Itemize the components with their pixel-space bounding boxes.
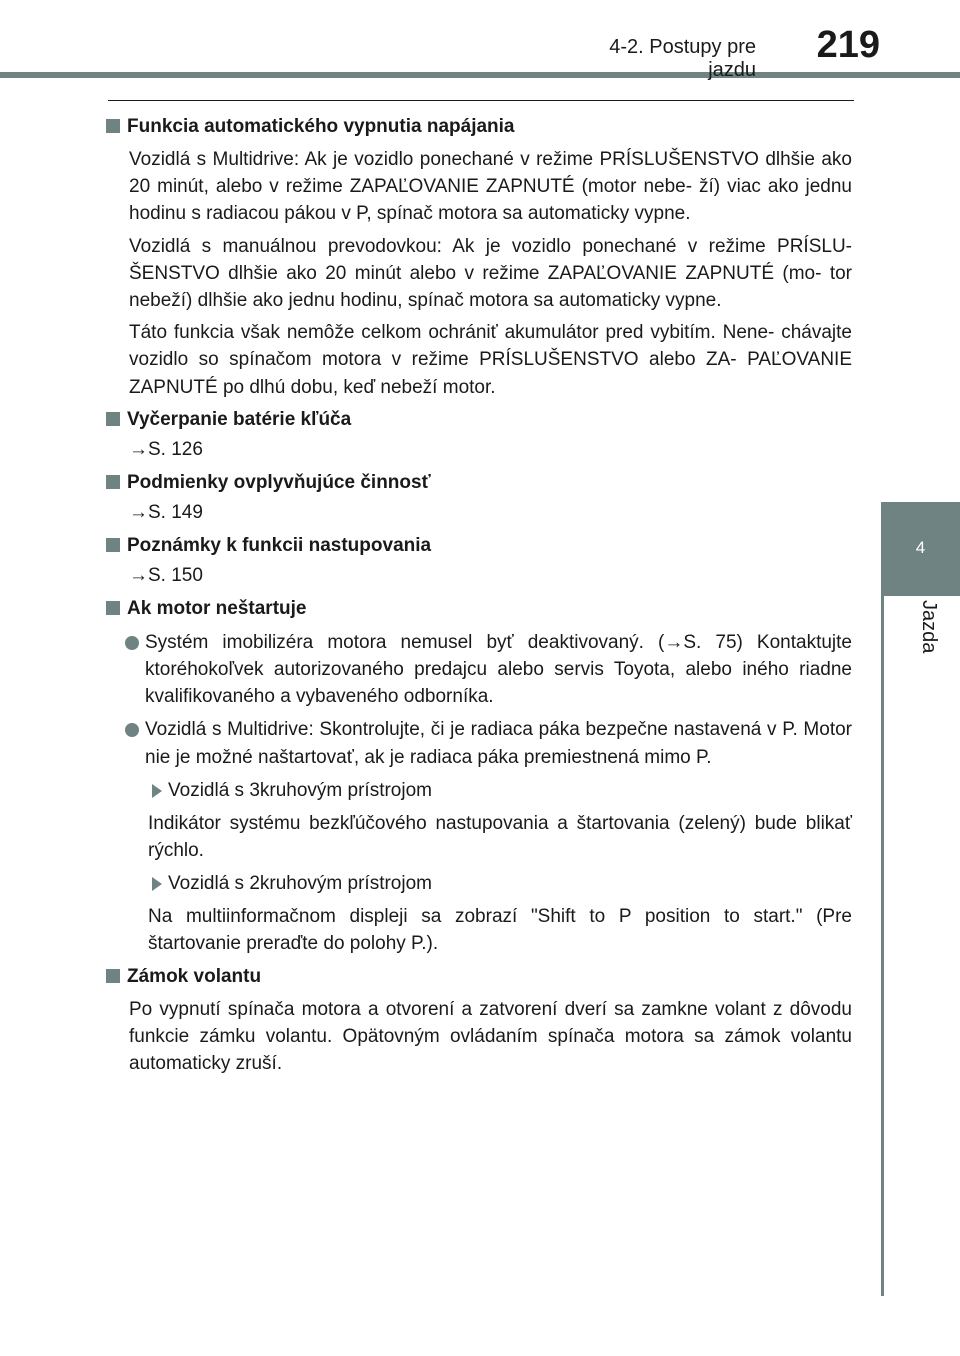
paragraph: Vozidlá s Multidrive: Ak je vozidlo ponechané v režime PRÍSLUŠENSTVO dlhšie ako 20 minút, alebo v režime ZAPAĽOVANIE ZAPNUTÉ (motor nebe- ží) viac ako jednu hodinu s radiacou pákou v P, spínač motora sa automaticky vypne. [129, 149, 852, 225]
page-reference-link[interactable]: →S. 149 [129, 501, 203, 523]
square-bullet-icon [106, 538, 120, 552]
content-rule [108, 100, 854, 101]
heading-text: Funkcia automatického vypnutia napájania [127, 116, 515, 137]
bullet-text: Vozidlá s Multidrive: Skontrolujte, či je radiaca páka bezpečne nastavená v P. Motor nie je možné naštartovať, ak je radiaca páka premiestnená mimo P. [145, 719, 852, 768]
heading-text: Podmienky ovplyvňujúce činnosť [127, 471, 431, 493]
square-bullet-icon [106, 475, 120, 489]
paragraph: Vozidlá s manuálnou prevodovkou: Ak je vozidlo ponechané v režime PRÍSLU- ŠENSTVO dlhšie ako 20 minút alebo v režime ZAPAĽOVANIE ZAPNUTÉ (mo- tor nebeží) dlhšie ako jednu hodinu, spínač motora sa automaticky vypne. [129, 235, 852, 312]
square-bullet-icon [106, 601, 120, 615]
section-label: 4-2. Postupy pre jazdu [609, 36, 756, 81]
section-heading [106, 532, 852, 560]
chapter-number: 4 [915, 538, 926, 557]
paragraph: Táto funkcia však nemôže celkom ochrániť akumulátor pred vybitím. Nene- chávajte vozidlo so spínačom motora v režime PRÍSLUŠENSTVO alebo ZA- PAĽOVANIE ZAPNUTÉ po dlhú dobu, keď nebeží motor. [129, 322, 852, 398]
circle-bullet-icon [125, 636, 139, 650]
sub-item-text: Na multiinformačnom displeji sa zobrazí "Shift to P position to start." (Pre štartovanie preraďte do polohy P.). [148, 906, 852, 955]
section-heading [106, 963, 852, 991]
sub-item-heading [148, 777, 852, 805]
section-heading [106, 406, 852, 434]
bullet-text: Systém imobilizéra motora nemusel byť deaktivovaný. (→S. 75) Kontaktujte ktoréhokoľvek autorizovaného predajcu alebo servis Toyota, alebo iného riadne kvalifikovaného a vybaveného odborníka. [145, 631, 852, 708]
section-heading [106, 469, 852, 497]
header-rule [0, 72, 960, 78]
square-bullet-icon [106, 119, 120, 133]
sub-item-text: Indikátor systému bezkľúčového nastupovania a štartovania (zelený) bude blikať rýchlo. [148, 812, 852, 862]
chapter-title: Jazda [918, 600, 940, 654]
sub-item-label: Vozidlá s 3kruhovým prístrojom [168, 779, 432, 801]
section-heading [106, 595, 852, 623]
heading-text: Vyčerpanie batérie kľúča [127, 408, 352, 430]
page-number: 219 [816, 24, 880, 66]
chapter-tab[interactable] [881, 502, 960, 596]
page-content [106, 108, 852, 1077]
square-bullet-icon [106, 412, 120, 426]
chapter-band [881, 596, 960, 1296]
heading-text: Zámok volantu [127, 965, 262, 987]
triangle-bullet-icon [152, 877, 162, 891]
heading-text: Poznámky k funkcii nastupovania [127, 534, 432, 556]
page-reference-link[interactable]: →S. 150 [129, 564, 203, 586]
paragraph: Po vypnutí spínača motora a otvorení a zatvorení dverí sa zamkne volant z dôvodu funkcie zámku volantu. Opätovným ovládaním spínača motora sa zámok volantu automaticky zruší. [129, 998, 852, 1075]
sub-item-label: Vozidlá s 2kruhovým prístrojom [168, 873, 432, 895]
bullet-item [125, 629, 852, 711]
square-bullet-icon [106, 969, 120, 983]
triangle-bullet-icon [152, 784, 162, 798]
sub-item-heading [148, 870, 852, 898]
circle-bullet-icon [125, 723, 139, 737]
page-reference-link[interactable]: →S. 126 [129, 438, 203, 460]
bullet-item [125, 716, 852, 770]
section-heading [106, 113, 852, 141]
heading-text: Ak motor neštartuje [127, 597, 307, 619]
